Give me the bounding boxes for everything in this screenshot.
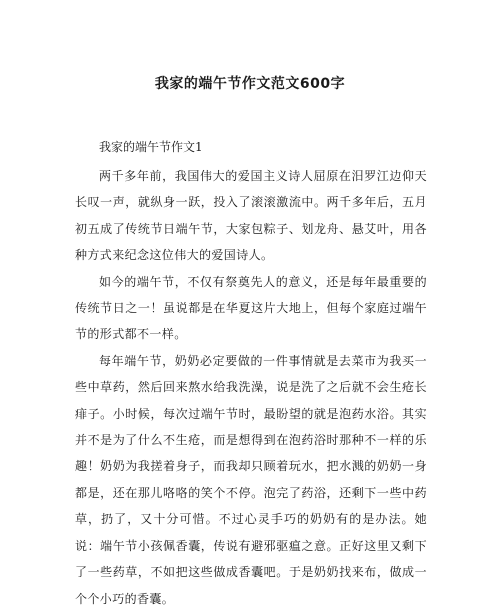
paragraph-1: 两千多年前，我国伟大的爱国主义诗人屈原在汨罗江边仰天长叹一声，就纵身一跃，投入了滚滚激流中。两千多年后，五月初五成了传统节日端午节，大家包粽子、划龙舟、悬艾叶，用各种方式来纪念这位伟大的爱国诗人。 [75,169,427,263]
section-heading: 我家的端午节作文1 [99,140,203,154]
paragraph-3: 每年端午节，奶奶必定要做的一件事情就是去菜市为我买一些中草药，然后回来熬水给我洗澡，说是洗了之后就不会生疮长痱子。小时候，每次过端午节时，最盼望的就是泡药水浴。其实并不是为了什么不生疮，而是想得到在泡药浴时那种不一样的乐趣！奶奶为我搓着身子，而我却只顾着玩水，把水溅的奶奶一身都是，还在那儿咯咯的笑个不停。泡完了药浴，还剩下一些中药草，扔了，又十分可惜。不过心灵手巧的奶奶有的是办法。她说：端午节小孩佩香囊，传说有避邪驱瘟之意。正好这里又剩下了一些药草，不如把这些做成香囊吧。于是奶奶找来布，做成一个个小巧的香囊。 [75,353,427,606]
document-body [75,163,427,612]
paragraph-2: 如今的端午节，不仅有祭奠先人的意义，还是每年最重要的传统节日之一！虽说都是在华夏这片大地上，但每个家庭过端午节的形式都不一样。 [75,274,427,342]
document-title: 我家的端午节作文范文600字 [154,76,346,92]
